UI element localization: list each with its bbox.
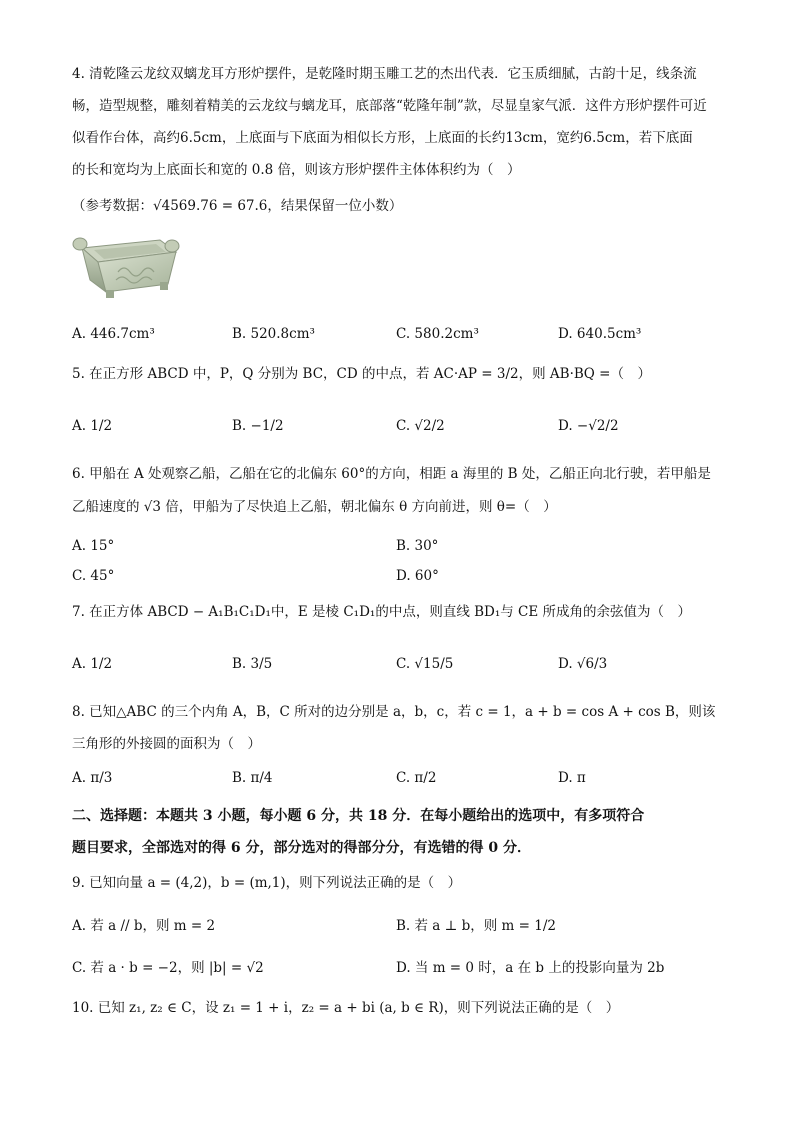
q8-option-d: D. π — [558, 770, 586, 786]
q9-option-d: D. 当 m = 0 时，a 在 b 上的投影向量为 2b — [396, 960, 665, 976]
q9-option-c: C. 若 a · b = −2，则 |b| = √2 — [72, 960, 264, 976]
q5-option-d: D. −√2/2 — [558, 418, 619, 434]
jade-censer-image — [72, 226, 182, 302]
q6-option-a: A. 15° — [72, 538, 115, 554]
q8-option-b: B. π/4 — [232, 770, 273, 786]
q8-line-1: 8. 已知△ABC 的三个内角 A，B，C 所对的边分别是 a，b，c，若 c = 1，a + b = cos A + cos B，则该 — [72, 704, 716, 720]
section2-heading-line-1: 二、选择题：本题共 3 小题，每小题 6 分，共 18 分．在每小题给出的选项中，有多项符合 — [72, 808, 645, 824]
section2-heading-line-2: 题目要求，全部选对的得 6 分，部分选对的得部分分，有选错的得 0 分． — [72, 840, 531, 856]
q5-option-c: C. √2/2 — [396, 418, 445, 434]
q6-line-1: 6. 甲船在 A 处观察乙船，乙船在它的北偏东 60°的方向，相距 a 海里的 B 处，乙船正向北行驶，若甲船是 — [72, 466, 711, 482]
q4-reference-data: （参考数据：√4569.76 = 67.6，结果保留一位小数） — [72, 198, 403, 214]
q8-option-c: C. π/2 — [396, 770, 437, 786]
q5-option-b: B. −1/2 — [232, 418, 284, 434]
q7-stem: 7. 在正方体 ABCD − A₁B₁C₁D₁中，E 是棱 C₁D₁的中点，则直线 BD₁与 CE 所成角的余弦值为（ ） — [72, 604, 692, 620]
q4-option-c: C. 580.2cm³ — [396, 326, 479, 342]
q6-line-2: 乙船速度的 √3 倍，甲船为了尽快追上乙船，朝北偏东 θ 方向前进，则 θ=（ ） — [72, 499, 557, 515]
q7-option-c: C. √15/5 — [396, 656, 454, 672]
q9-option-b: B. 若 a ⊥ b，则 m = 1/2 — [396, 918, 556, 934]
q6-option-c: C. 45° — [72, 568, 115, 584]
q4-line-4: 的长和宽均为上底面长和宽的 0.8 倍，则该方形炉摆件主体体积约为（ ） — [72, 162, 521, 178]
q4-line-2: 畅，造型规整，雕刻着精美的云龙纹与螭龙耳，底部落“乾隆年制”款，尽显皇家气派．这件方形炉摆件可近 — [72, 98, 707, 114]
q7-option-b: B. 3/5 — [232, 656, 273, 672]
q4-line-3: 似看作台体，高约6.5cm，上底面与下底面为相似长方形，上底面的长约13cm，宽约6.5cm，若下底面 — [72, 130, 693, 146]
q4-option-b: B. 520.8cm³ — [232, 326, 315, 342]
q4-option-d: D. 640.5cm³ — [558, 326, 642, 342]
q8-option-a: A. π/3 — [72, 770, 113, 786]
q8-line-2: 三角形的外接圆的面积为（ ） — [72, 736, 261, 752]
q10-stem: 10. 已知 z₁, z₂ ∈ C，设 z₁ = 1 + i，z₂ = a + bi (a, b ∈ R)，则下列说法正确的是（ ） — [72, 1000, 620, 1016]
q7-option-d: D. √6/3 — [558, 656, 608, 672]
q6-option-d: D. 60° — [396, 568, 439, 584]
q9-option-a: A. 若 a // b，则 m = 2 — [72, 918, 216, 934]
q6-option-b: B. 30° — [396, 538, 439, 554]
q9-stem: 9. 已知向量 a = (4,2)，b = (m,1)，则下列说法正确的是（ ） — [72, 875, 462, 891]
q4-line-1: 4. 清乾隆云龙纹双螭龙耳方形炉摆件，是乾隆时期玉雕工艺的杰出代表．它玉质细腻，古韵十足，线条流 — [72, 66, 697, 82]
q4-option-a: A. 446.7cm³ — [72, 326, 155, 342]
q7-option-a: A. 1/2 — [72, 656, 113, 672]
q5-stem: 5. 在正方形 ABCD 中，P，Q 分别为 BC，CD 的中点，若 AC·AP = 3/2，则 AB·BQ =（ ） — [72, 366, 651, 382]
q5-option-a: A. 1/2 — [72, 418, 113, 434]
